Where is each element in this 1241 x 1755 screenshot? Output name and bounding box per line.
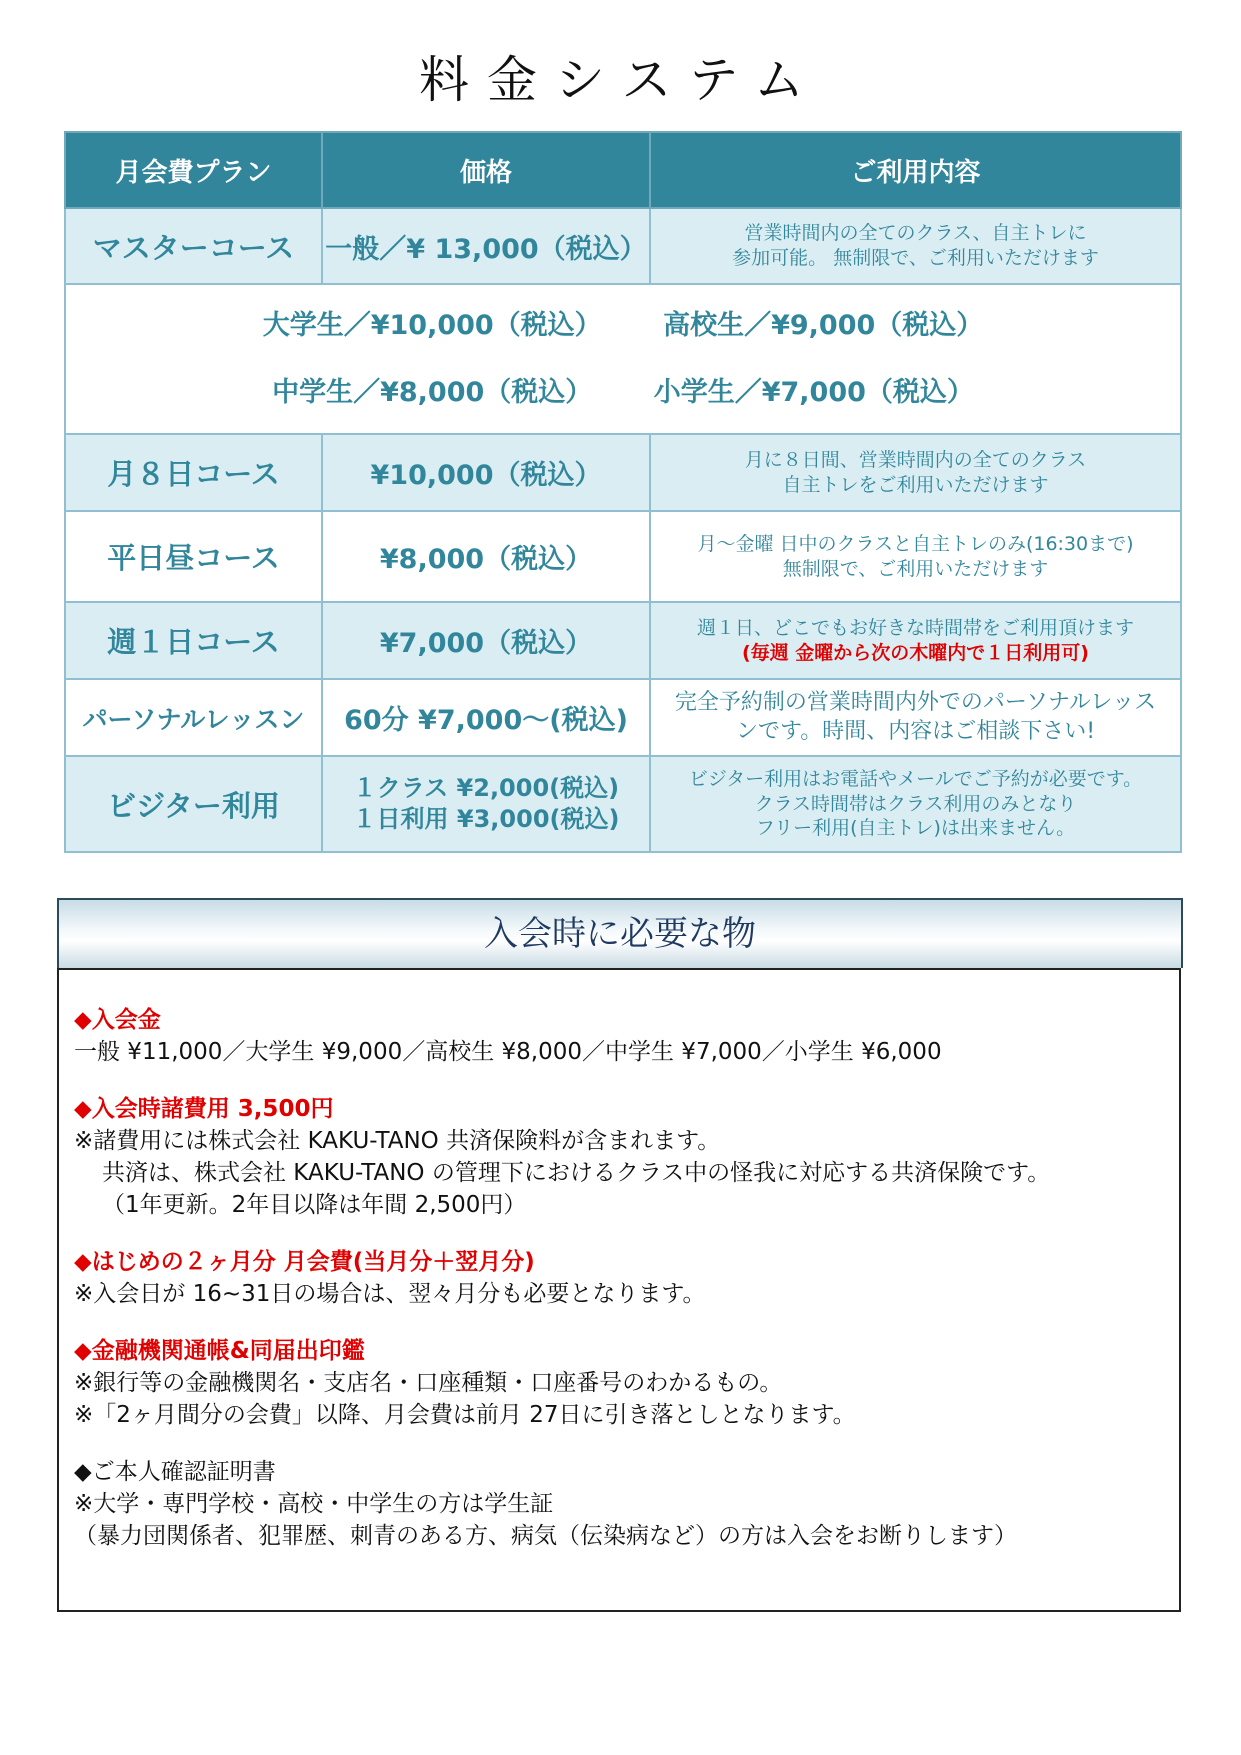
join-section bbox=[74, 1004, 1169, 1068]
header-price: 価格 bbox=[322, 132, 650, 208]
plan-description bbox=[650, 756, 1181, 852]
desc-line: 無制限で、ご利用いただけます bbox=[782, 557, 1049, 580]
page-title: 料金システム bbox=[419, 51, 822, 109]
desc-line: 自主トレをご利用いただけます bbox=[782, 473, 1049, 496]
section-line: 一般 ¥11,000／大学生 ¥9,000／高校生 ¥8,000／中学生 ¥7,000／小学生 ¥6,000 bbox=[74, 1039, 942, 1065]
table-row bbox=[65, 756, 1181, 852]
section-line: ※「2ヶ月間分の会費」以降、月会費は前月 27日に引き落としとなります。 bbox=[74, 1402, 856, 1428]
section-line: 共済は、株式会社 KAKU-TANO の管理下におけるクラス中の怪我に対応する共済保険です。 bbox=[102, 1160, 1051, 1186]
plan-description bbox=[650, 208, 1181, 284]
section-line: ※入会日が 16~31日の場合は、翌々月分も必要となります。 bbox=[74, 1281, 706, 1307]
plan-name: パーソナルレッスン bbox=[65, 679, 322, 756]
student-prices bbox=[65, 284, 1181, 434]
price-line: １クラス ¥2,000(税込) bbox=[352, 773, 620, 802]
desc-line-note: (毎週 金曜から次の木曜内で１日利用可) bbox=[742, 641, 1089, 664]
desc-line: 月に８日間、営業時間内の全てのクラス bbox=[744, 448, 1087, 471]
section-title: ◆ご本人確認証明書 bbox=[74, 1459, 276, 1485]
section-line: ※銀行等の金融機関名・支店名・口座種類・口座番号のわかるもの。 bbox=[74, 1370, 783, 1396]
plan-name: 月８日コース bbox=[65, 434, 322, 511]
section-title: ◆入会金 bbox=[74, 1007, 161, 1033]
plan-name: マスターコース bbox=[65, 208, 322, 284]
desc-line: ンです。時間、内容はご相談下さい! bbox=[735, 718, 1096, 744]
table-row bbox=[65, 511, 1181, 602]
price-table bbox=[64, 131, 1182, 853]
plan-name: 週１日コース bbox=[65, 602, 322, 679]
table-row bbox=[65, 602, 1181, 679]
section-line: （1年更新。2年目以降は年間 2,500円） bbox=[102, 1192, 527, 1218]
section-line: （暴力団関係者、犯罪歴、刺青のある方、病気（伝染病など）の方は入会をお断りします） bbox=[74, 1523, 1017, 1549]
section-title: ◆金融機関通帳&同届出印鑑 bbox=[74, 1338, 365, 1364]
plan-description bbox=[650, 511, 1181, 602]
header-plan: 月会費プラン bbox=[65, 132, 322, 208]
header-content: ご利用内容 bbox=[650, 132, 1181, 208]
table-row bbox=[65, 434, 1181, 511]
join-requirements-heading: 入会時に必要な物 bbox=[57, 898, 1183, 968]
desc-line: 参加可能。 無制限で、ご利用いただけます bbox=[732, 247, 1099, 269]
plan-price: 60分 ¥7,000～(税込) bbox=[322, 679, 650, 756]
student-price: 中学生／¥8,000（税込） bbox=[272, 377, 593, 408]
desc-line: 完全予約制の営業時間内外でのパーソナルレッス bbox=[674, 689, 1157, 715]
join-requirements-box bbox=[57, 968, 1181, 1612]
table-row bbox=[65, 208, 1181, 284]
plan-name: ビジター利用 bbox=[65, 756, 322, 852]
student-price: 小学生／¥7,000（税込） bbox=[653, 377, 974, 408]
join-section bbox=[74, 1246, 1169, 1310]
plan-price: 一般／¥ 13,000（税込） bbox=[322, 208, 650, 284]
desc-line: 月～金曜 日中のクラスと自主トレのみ(16:30まで) bbox=[697, 532, 1134, 555]
join-section bbox=[74, 1335, 1169, 1431]
desc-line: ビジター利用はお電話やメールでご予約が必要です。 bbox=[688, 767, 1143, 790]
section-line: ※大学・専門学校・高校・中学生の方は学生証 bbox=[74, 1491, 554, 1517]
section-title: ◆はじめの２ヶ月分 月会費(当月分＋翌月分) bbox=[74, 1249, 535, 1275]
student-price: 大学生／¥10,000（税込） bbox=[262, 309, 602, 341]
desc-line: 週１日、どこでもお好きな時間帯をご利用頂けます bbox=[696, 616, 1134, 639]
student-price: 高校生／¥9,000（税込） bbox=[663, 309, 984, 341]
desc-line: クラス時間帯はクラス利用のみとなり bbox=[754, 792, 1077, 815]
desc-line: 営業時間内の全てのクラス、自主トレに bbox=[744, 222, 1087, 245]
plan-price: ¥8,000（税込） bbox=[322, 511, 650, 602]
table-header bbox=[65, 132, 1181, 208]
price-line: １日利用 ¥3,000(税込) bbox=[352, 805, 620, 833]
plan-price: ¥10,000（税込） bbox=[322, 434, 650, 511]
desc-line: フリー利用(自主トレ)は出来ません。 bbox=[755, 817, 1076, 840]
section-title: ◆入会時諸費用 3,500円 bbox=[74, 1096, 334, 1122]
student-prices-row bbox=[65, 284, 1181, 434]
join-section bbox=[74, 1093, 1169, 1221]
plan-price bbox=[322, 756, 650, 852]
join-section bbox=[74, 1456, 1169, 1552]
section-line: ※諸費用には株式会社 KAKU-TANO 共済保険料が含まれます。 bbox=[74, 1128, 721, 1154]
plan-description bbox=[650, 679, 1181, 756]
plan-price: ¥7,000（税込） bbox=[322, 602, 650, 679]
plan-description bbox=[650, 602, 1181, 679]
table-row bbox=[65, 679, 1181, 756]
plan-name: 平日昼コース bbox=[65, 511, 322, 602]
plan-description bbox=[650, 434, 1181, 511]
